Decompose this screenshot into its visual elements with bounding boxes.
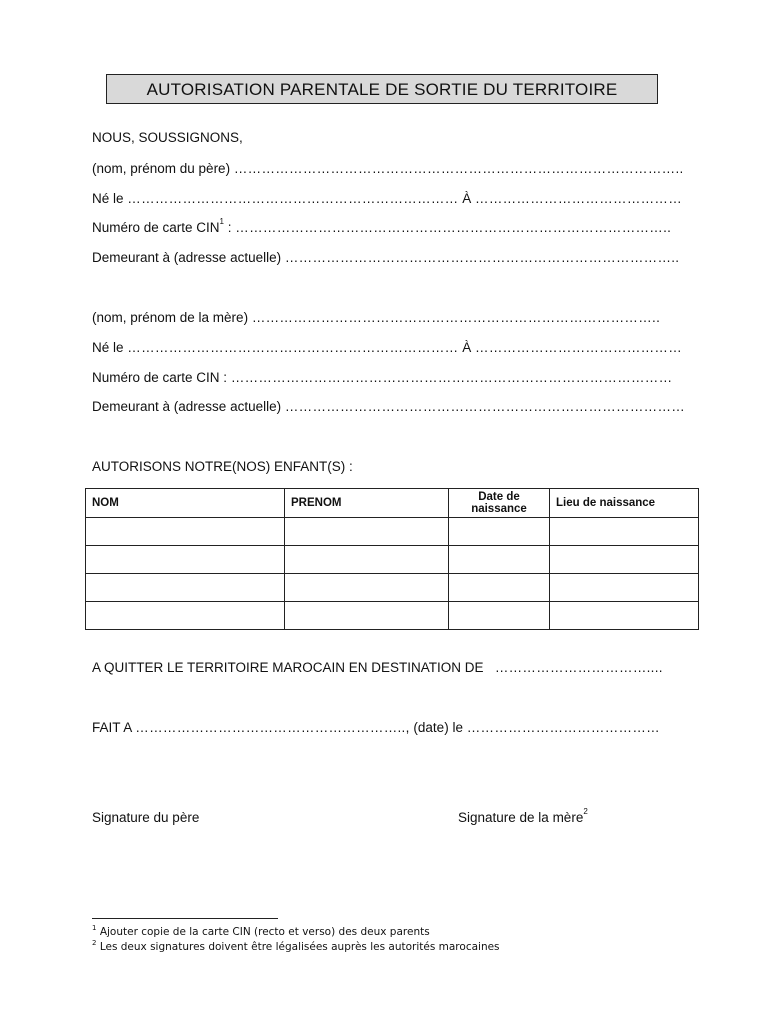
mother-at-dots: ……………………………………… [475,340,683,355]
father-birth-line[interactable] [92,191,682,206]
father-name-dots: …………………………………………………………………………………….. [233,161,684,176]
cell-date-naissance[interactable] [449,602,550,630]
father-cin-colon: : [227,220,232,235]
cell-lieu-naissance[interactable] [550,602,699,630]
cell-date-naissance[interactable] [449,518,550,546]
father-cin-label: Numéro de carte CIN [92,220,220,235]
mother-address-dots: …………………………………………………………………………… [284,399,686,414]
cell-prenom[interactable] [285,602,449,630]
father-address-line[interactable] [92,250,679,265]
mother-name-line[interactable] [92,310,660,325]
fait-a-label: FAIT A [92,720,132,735]
col-header-prenom: PRENOM [285,489,449,518]
footnote-1 [92,926,430,938]
footnote-2-text: Les deux signatures doivent être légalisées auprès les autorités marocaines [99,941,500,953]
cell-lieu-naissance[interactable] [550,518,699,546]
signature-mother[interactable] [458,807,588,825]
footnote-2 [92,941,500,953]
footnote-1-number: 1 [92,924,97,932]
fait-a-line[interactable] [92,720,660,735]
cell-lieu-naissance[interactable] [550,546,699,574]
document-title: AUTORISATION PARENTALE DE SORTIE DU TERRITOIRE [106,74,658,104]
fait-a-dots: ………………………………………………….., [135,720,410,735]
children-table [85,488,699,630]
father-cin-line[interactable] [92,217,672,235]
date-label: (date) le [413,720,463,735]
cell-nom[interactable] [86,546,285,574]
mother-born-label: Né le [92,340,124,355]
table-row [86,546,699,574]
mother-cin-line[interactable] [92,370,672,385]
mother-at-label: À [462,340,472,355]
father-at-dots: ……………………………………… [475,191,683,206]
destination-dots: …………………………….... [494,660,663,675]
cell-prenom[interactable] [285,518,449,546]
table-row [86,574,699,602]
children-heading: AUTORISONS NOTRE(NOS) ENFANT(S) : [92,459,353,474]
father-name-label: (nom, prénom du père) [92,161,231,176]
table-header-row [86,489,699,518]
father-cin-dots: ………………………………………………………………………………….. [235,220,672,235]
mother-birth-line[interactable] [92,340,682,355]
col-header-nom: NOM [86,489,285,518]
signature-mother-label: Signature de la mère [458,810,584,825]
intro-text: NOUS, SOUSSIGNONS, [92,130,243,145]
cell-date-naissance[interactable] [449,546,550,574]
mother-name-dots: …………………………………………………………………………….. [251,310,661,325]
cell-nom[interactable] [86,602,285,630]
cell-date-naissance[interactable] [449,574,550,602]
cell-prenom[interactable] [285,546,449,574]
table-row [86,518,699,546]
table-row [86,602,699,630]
mother-name-label: (nom, prénom de la mère) [92,310,249,325]
mother-cin-label: Numéro de carte CIN : [92,370,228,385]
father-born-label: Né le [92,191,124,206]
mother-cin-dots: …………………………………………………………………………………… [230,370,673,385]
cell-nom[interactable] [86,574,285,602]
father-name-line[interactable] [92,161,684,176]
footnote-1-text: Ajouter copie de la carte CIN (recto et verso) des deux parents [99,926,430,938]
father-address-label: Demeurant à (adresse actuelle) [92,250,282,265]
destination-label: A QUITTER LE TERRITOIRE MAROCAIN EN DESTINATION DE [92,660,484,675]
mother-address-line[interactable] [92,399,685,414]
footnote-2-number: 2 [92,939,97,947]
mother-address-label: Demeurant à (adresse actuelle) [92,399,282,414]
father-at-label: À [462,191,472,206]
father-born-dots: ……………………………………………………………… [127,191,459,206]
cell-prenom[interactable] [285,574,449,602]
footnote-divider [92,918,278,919]
father-address-dots: ………………………………………………………………………….. [284,250,680,265]
destination-line[interactable] [92,660,663,675]
date-dots: …………………………………… [466,720,660,735]
footnote-ref-1: 1 [219,217,224,226]
col-header-lieu-naissance: Lieu de naissance [550,489,699,518]
col-header-date-naissance: Date de naissance [449,489,550,518]
cell-nom[interactable] [86,518,285,546]
cell-lieu-naissance[interactable] [550,574,699,602]
mother-born-dots: ……………………………………………………………… [127,340,459,355]
footnote-ref-2: 2 [583,807,588,816]
signature-father[interactable]: Signature du père [92,810,200,825]
